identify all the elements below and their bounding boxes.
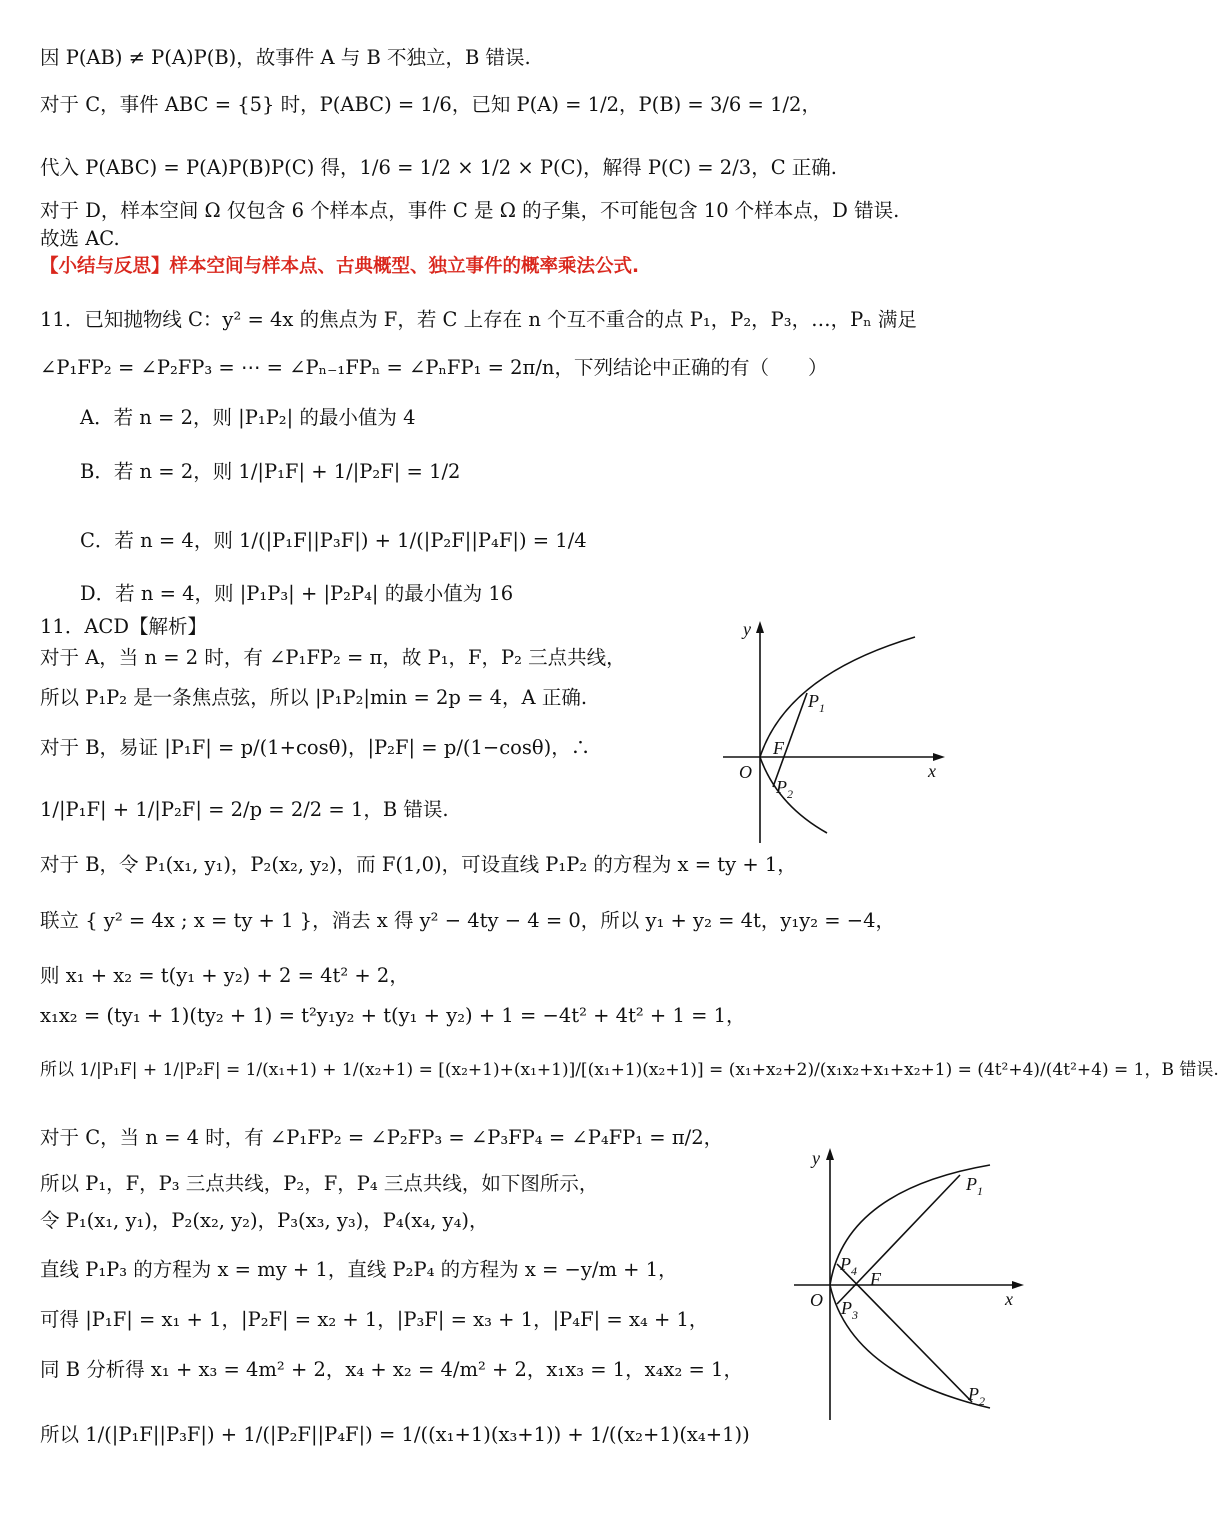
answer-heading: 11．ACD【解析】 [40,615,207,638]
p1-subscript: 1 [819,701,825,715]
text-line: 所以 1/|P₁F| + 1/|P₂F| = 1/(x₁+1) + 1/(x₂+1) = [(x₂+1)+(x₁+1)]/[(x₁+1)(x₂+1)] = (x₁+x₂+2)/(x₁x₂+x₁+x₂+1) = (4t²+4)/(4t²+4) = 1，B 错误. [40,1060,1219,1080]
p4-label: P [840,1254,851,1274]
text-line: 因 P(AB) ≠ P(A)P(B)，故事件 A 与 B 不独立，B 错误. [40,46,531,69]
option-b: B．若 n = 2，则 1/|P₁F| + 1/|P₂F| = 1/2 [80,460,461,483]
text-line: 所以 P₁P₂ 是一条焦点弦，所以 |P₁P₂|min = 2p = 4，A 正确. [40,686,588,709]
text-line: 对于 D，样本空间 Ω 仅包含 6 个样本点，事件 C 是 Ω 的子集，不可能包含 10 个样本点，D 错误. [40,199,900,222]
p4-subscript: 4 [851,1264,857,1278]
p1-label: P [966,1174,977,1194]
p2-label: P [776,777,787,797]
option-a: A．若 n = 2，则 |P₁P₂| 的最小值为 4 [80,406,416,429]
text-line: 代入 P(ABC) = P(A)P(B)P(C) 得，1/6 = 1/2 × 1/2 × P(C)，解得 P(C) = 2/3，C 正确. [40,156,838,179]
focus-label: F [773,738,784,758]
p1-label: P [808,691,819,711]
origin-label: O [739,762,752,782]
x-label: x [1005,1289,1013,1309]
y-label: y [743,619,751,639]
text-line: 令 P₁(x₁, y₁)，P₂(x₂, y₂)，P₃(x₃, y₃)，P₄(x₄, y₄)， [40,1209,489,1232]
question-condition: ∠P₁FP₂ = ∠P₂FP₃ = ⋯ = ∠Pₙ₋₁FPₙ = ∠PₙFP₁ = 2π/n，下列结论中正确的有（ ） [40,356,828,379]
option-c: C．若 n = 4，则 1/(|P₁F||P₃F|) + 1/(|P₂F||P₄F|) = 1/4 [80,529,587,552]
p2-subscript: 2 [979,1394,985,1408]
text-line: 对于 B，易证 |P₁F| = p/(1+cosθ)，|P₂F| = p/(1−cosθ)，∴ [40,736,591,759]
y-axis-arrow [826,1148,834,1160]
x-label: x [928,761,936,781]
text-line: 联立 { y² = 4x ; x = ty + 1 }，消去 x 得 y² − 4ty − 4 = 0，所以 y₁ + y₂ = 4t，y₁y₂ = −4， [40,909,896,932]
p2-subscript: 2 [787,787,793,801]
text-line: 可得 |P₁F| = x₁ + 1，|P₂F| = x₂ + 1，|P₃F| = x₃ + 1，|P₄F| = x₄ + 1， [40,1308,709,1331]
x-axis-arrow [1012,1281,1024,1289]
text-line: x₁x₂ = (ty₁ + 1)(ty₂ + 1) = t²y₁y₂ + t(y₁ + y₂) + 1 = −4t² + 4t² + 1 = 1， [40,1004,746,1027]
parabola-figure-2 [790,1140,1030,1425]
text-line: 直线 P₁P₃ 的方程为 x = my + 1，直线 P₂P₄ 的方程为 x = −y/m + 1， [40,1258,678,1281]
text-line: 同 B 分析得 x₁ + x₃ = 4m² + 2，x₄ + x₂ = 4/m² + 2，x₁x₃ = 1，x₄x₂ = 1， [40,1358,743,1381]
y-axis-arrow [756,621,764,633]
text-line: 对于 A，当 n = 2 时，有 ∠P₁FP₂ = π，故 P₁，F，P₂ 三点共线， [40,646,626,669]
summary-heading: 【小结与反思】样本空间与样本点、古典概型、独立事件的概率乘法公式. [40,256,640,277]
text-line: 所以 P₁，F，P₃ 三点共线，P₂，F，P₄ 三点共线，如下图所示， [40,1172,599,1195]
y-label: y [812,1148,820,1168]
p1-subscript: 1 [977,1184,983,1198]
text-line: 故选 AC. [40,227,120,250]
x-axis-arrow [933,753,945,761]
p3-label: P [841,1298,852,1318]
text-line: 对于 C，事件 ABC = {5} 时，P(ABC) = 1/6，已知 P(A) = 1/2，P(B) = 3/6 = 1/2， [40,93,821,116]
p3-subscript: 3 [852,1308,858,1322]
p2-label: P [968,1384,979,1404]
focus-label: F [870,1269,881,1289]
option-d: D．若 n = 4，则 |P₁P₃| + |P₂P₄| 的最小值为 16 [80,582,514,605]
origin-label: O [810,1290,823,1310]
parabola-figure-1 [715,615,950,845]
text-line: 对于 B，令 P₁(x₁, y₁)，P₂(x₂, y₂)，而 F(1,0)，可设直线 P₁P₂ 的方程为 x = ty + 1， [40,853,797,876]
parabola-curve [760,637,915,833]
question-stem: 11．已知抛物线 C：y² = 4x 的焦点为 F，若 C 上存在 n 个互不重合的点 P₁，P₂，P₃，…，Pₙ 满足 [40,308,917,331]
text-line: 1/|P₁F| + 1/|P₂F| = 2/p = 2/2 = 1，B 错误. [40,798,449,821]
text-line: 则 x₁ + x₂ = t(y₁ + y₂) + 2 = 4t² + 2， [40,964,409,987]
text-line: 对于 C，当 n = 4 时，有 ∠P₁FP₂ = ∠P₂FP₃ = ∠P₃FP₄ = ∠P₄FP₁ = π/2， [40,1126,724,1149]
text-line: 所以 1/(|P₁F||P₃F|) + 1/(|P₂F||P₄F|) = 1/((x₁+1)(x₃+1)) + 1/((x₂+1)(x₄+1)) [40,1423,750,1446]
